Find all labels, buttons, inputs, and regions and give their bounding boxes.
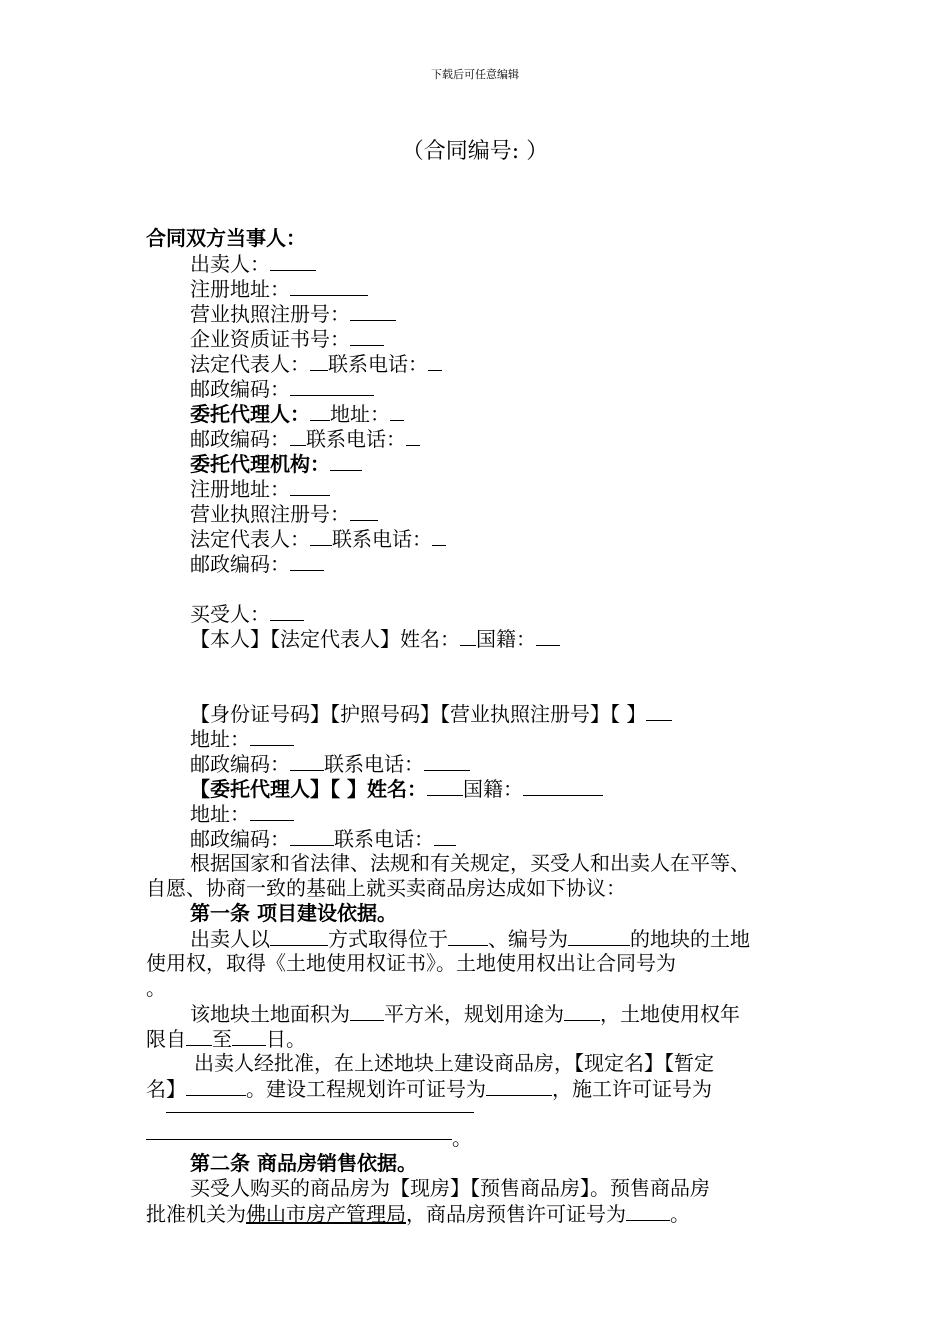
article-1-p3-line2: 名】 。建设工程规划许可证号为 ，施工许可证号为: [146, 1077, 712, 1101]
seller-agent-postcode-line: 邮政编码： 联系电话：: [146, 426, 806, 451]
article-2-p1-line1: 买受人购买的商品房为【现房】【预售商品房】。预售商品房: [190, 1176, 710, 1200]
article-1-p2-line1: 该地块土地面积为 平方米，规划用途为 ，土地使用权年: [190, 1002, 740, 1026]
permit-blank-line-1: [166, 1112, 474, 1113]
seller-agent-line: 委托代理人： 地址：: [146, 401, 806, 426]
permit-line-end: 。: [452, 1126, 472, 1150]
page-header-note: 下载后可任意编辑: [431, 68, 519, 81]
buyer-postcode-line: 邮政编码： 联系电话：: [146, 751, 806, 776]
buyer-address-line: 地址：: [146, 726, 806, 751]
contract-body: [146, 226, 806, 1226]
agency-line: 委托代理机构：: [146, 451, 806, 476]
article-1-p1-line3: 。: [146, 976, 166, 1000]
article-1-p1-line2: 使用权，取得《土地使用权证书》。土地使用权出让合同号为: [146, 951, 676, 975]
buyer-agent-postcode-line: 邮政编码： 联系电话：: [146, 826, 806, 851]
seller-reg-address-line: 注册地址：: [146, 276, 806, 301]
seller-legal-rep-line: 法定代表人： 联系电话：: [146, 351, 806, 376]
buyer-name-line: 【本人】【法定代表人】姓名： 国籍：: [146, 626, 806, 651]
seller-license-line: 营业执照注册号：: [146, 301, 806, 326]
parties-heading: 合同双方当事人：: [146, 226, 306, 250]
buyer-agent-address-line: 地址：: [146, 801, 806, 826]
buyer-agent-line: 【委托代理人】【 】姓名： 国籍：: [146, 776, 806, 801]
article-1-p2-line2: 限自 至 日。: [146, 1027, 306, 1051]
buyer-line: 买受人：: [146, 601, 806, 626]
seller-postcode-line: 邮政编码：: [146, 376, 806, 401]
agency-license-line: 营业执照注册号：: [146, 501, 806, 526]
buyer-id-line: 【身份证号码】【护照号码】【营业执照注册号】【 】: [146, 701, 806, 726]
agency-reg-address-line: 注册地址：: [146, 476, 806, 501]
article-1-p3-line1: 出卖人经批准，在上述地块上建设商品房，【现定名】【暂定: [194, 1051, 714, 1075]
article-1-heading: 第一条 项目建设依据。: [190, 901, 397, 925]
approval-authority: 佛山市房产管理局: [246, 1202, 406, 1226]
seller-qualification-line: 企业资质证书号：: [146, 326, 806, 351]
contract-number-title: （合同编号: ）: [401, 139, 549, 164]
article-2-p1-line2: 批准机关为佛山市房产管理局，商品房预售许可证号为 。: [146, 1202, 690, 1226]
agency-postcode-line: 邮政编码：: [146, 551, 806, 576]
agency-legal-rep-line: 法定代表人： 联系电话：: [146, 526, 806, 551]
article-2-heading: 第二条 商品房销售依据。: [190, 1151, 417, 1175]
article-1-p1-line1: 出卖人以 方式取得位于 、编号为 的地块的土地: [190, 927, 750, 951]
seller-line: 出卖人：: [146, 251, 806, 276]
intro-line-2: 自愿、协商一致的基础上就买卖商品房达成如下协议：: [146, 876, 626, 900]
intro-line-1: 根据国家和省法律、法规和有关规定，买受人和出卖人在平等、: [190, 851, 750, 875]
permit-blank-line-2: [146, 1139, 452, 1140]
